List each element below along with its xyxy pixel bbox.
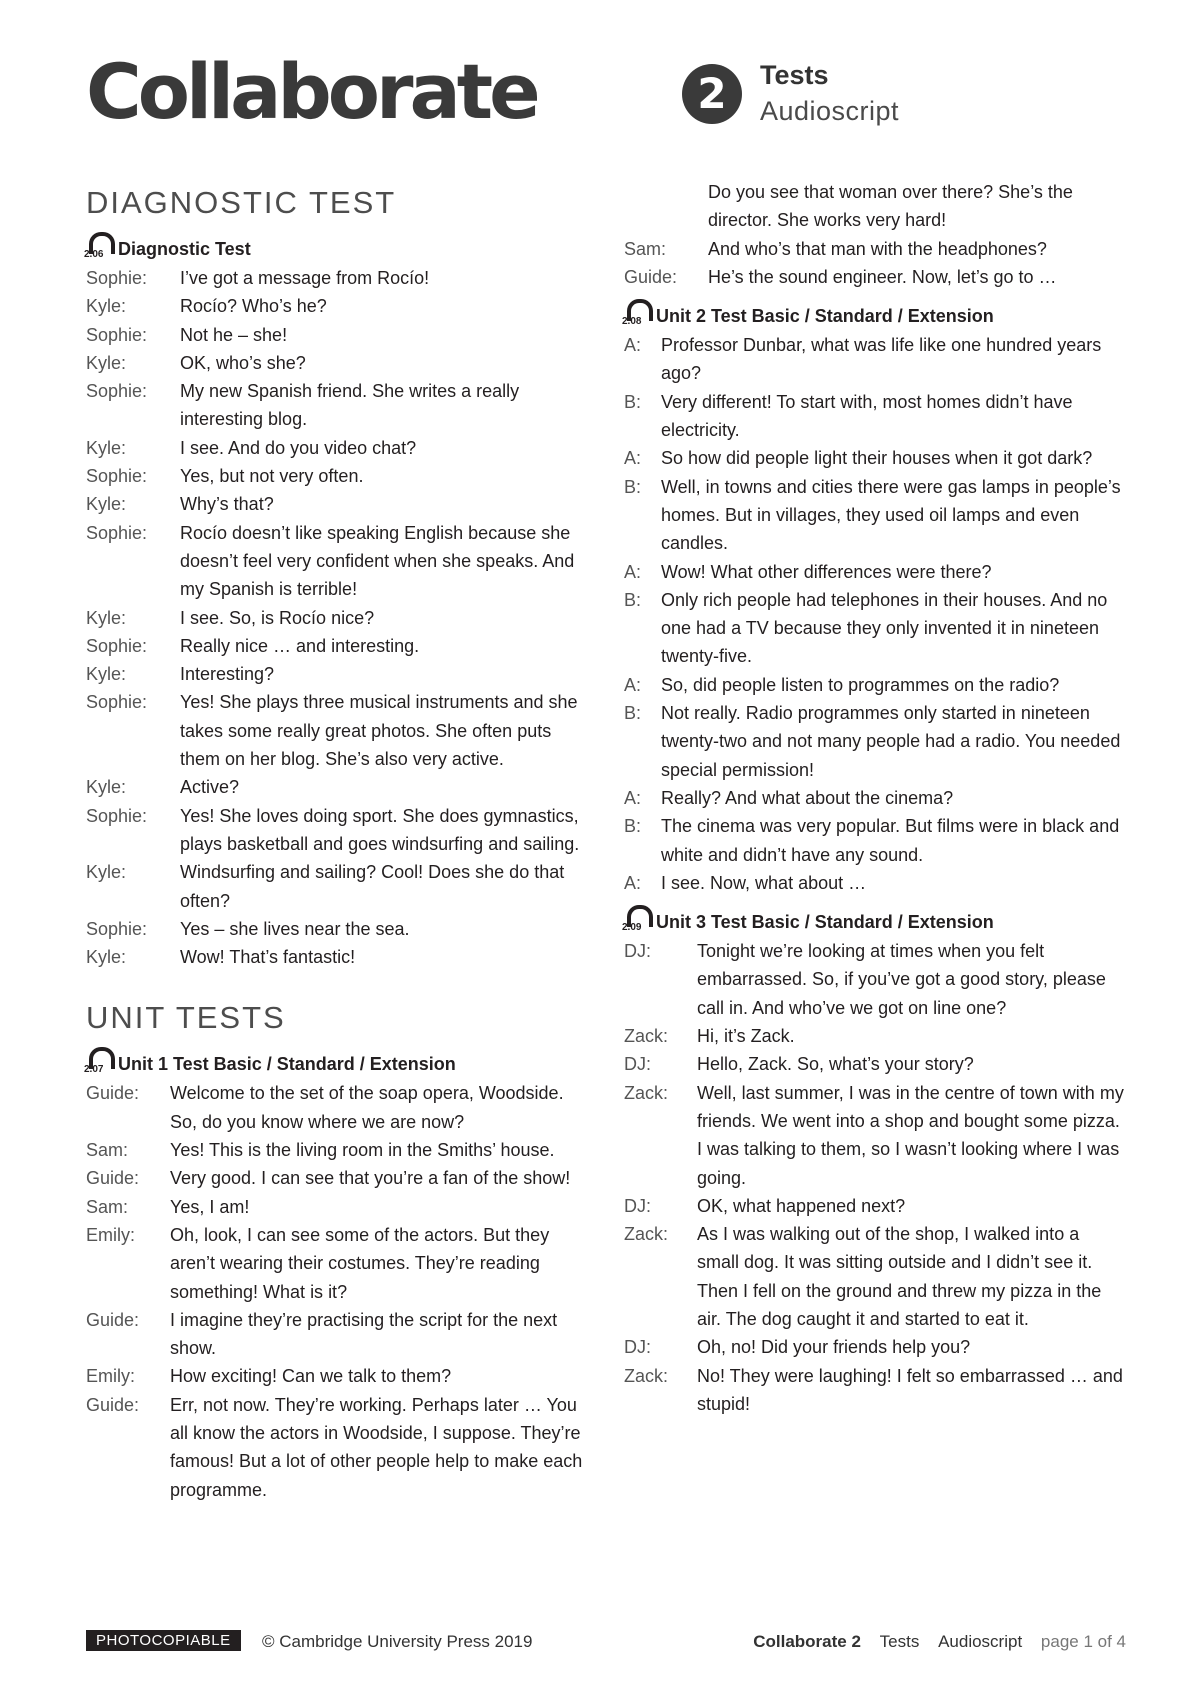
dialogue-line	[86, 490, 586, 518]
dialogue-line	[624, 178, 1124, 235]
speaker-name: Kyle:	[86, 437, 127, 458]
speaker-name: Sophie:	[86, 918, 148, 939]
speaker-name: Guide:	[624, 266, 678, 287]
speaker-name: B:	[624, 391, 642, 412]
speaker-name: Sam:	[86, 1140, 129, 1161]
dialogue-line	[624, 1362, 1124, 1419]
speaker-name: Guide:	[86, 1168, 140, 1189]
speech-text: Well, in towns and cities there were gas lamps in people’s homes. But in villages, they used oil lamps and even candles.	[661, 476, 1121, 554]
speaker-name: Sophie:	[86, 692, 148, 713]
headphones-icon	[624, 299, 650, 327]
speaker-name: Kyle:	[86, 777, 127, 798]
speech-text: Yes! This is the living room in the Smiths’ house.	[170, 1140, 555, 1161]
speaker-name	[624, 178, 708, 235]
speaker-name: A:	[624, 787, 642, 808]
speaker-name: B:	[624, 703, 642, 724]
dialogue-line	[624, 1220, 1124, 1333]
speaker-name: Zack:	[624, 1365, 669, 1386]
speaker-name: Sophie:	[86, 635, 148, 656]
speech-text: Well, last summer, I was in the centre of town with my friends. We went into a shop and bought some pizza. I was talking to them, so I wasn’t looking where I was going.	[697, 1082, 1124, 1188]
speech-text: Yes, I am!	[170, 1196, 250, 1217]
speaker-name: Kyle:	[86, 494, 127, 515]
track-title: Unit 1 Test Basic / Standard / Extension	[118, 1054, 456, 1075]
speech-text: My new Spanish friend. She writes a really interesting blog.	[180, 381, 520, 430]
speaker-name: Guide:	[86, 1083, 140, 1104]
speaker-name: Sophie:	[86, 805, 148, 826]
dialogue-line	[86, 1193, 586, 1221]
doc-subtitle: Audioscript	[760, 96, 900, 126]
dialogue-line	[86, 434, 586, 462]
speaker-name: Sophie:	[86, 522, 148, 543]
dialogue-line	[624, 388, 1124, 445]
speech-text: Tonight we’re looking at times when you felt embarrassed. So, if you’ve got a good story, please call in. And who’ve we got on line one?	[697, 941, 1106, 1018]
speaker-name: Zack:	[624, 1224, 669, 1245]
dialogue-line	[624, 473, 1124, 558]
speech-text: Yes! She loves doing sport. She does gymnastics, plays basketball and goes windsurfing and sailing.	[180, 805, 580, 854]
speech-text: Yes – she lives near the sea.	[180, 918, 410, 939]
speech-text: Hi, it’s Zack.	[697, 1026, 795, 1047]
speech-text: I see. And do you video chat?	[180, 437, 417, 458]
dialogue-line	[624, 558, 1124, 586]
speech-text: As I was walking out of the shop, I walked into a small dog. It was sitting outside and I didn’t see it. Then I fell on the ground and threw my pizza in the air. The dog caught it and started to eat it.	[697, 1224, 1102, 1329]
speech-text: Professor Dunbar, what was life like one hundred years ago?	[661, 335, 1102, 384]
speech-text: I’ve got a message from Rocío!	[180, 268, 430, 288]
dialogue-line	[624, 937, 1124, 1022]
dialogue-line	[624, 1022, 1124, 1050]
track-number: 2.08	[622, 316, 642, 328]
footer-doc-subtitle: Audioscript	[938, 1632, 1023, 1651]
dialogue-line	[624, 1079, 1124, 1192]
speech-text: Do you see that woman over there? She’s the director. She works very hard!	[708, 182, 1073, 231]
speech-text: OK, what happened next?	[697, 1195, 906, 1216]
speaker-name: Zack:	[624, 1082, 669, 1103]
speech-text: I imagine they’re practising the script for the next show.	[170, 1309, 558, 1359]
dialogue-line	[86, 802, 586, 859]
track-heading	[86, 1047, 586, 1075]
dialogue-line	[86, 349, 586, 377]
speaker-name: Emily:	[86, 1224, 135, 1245]
page-header	[86, 47, 1116, 136]
speech-text: Welcome to the set of the soap opera, Woodside. So, do you know where we are now?	[170, 1083, 564, 1132]
dialogue	[624, 178, 1124, 291]
speech-text: Rocío? Who’s he?	[180, 296, 327, 317]
speech-text: Err, not now. They’re working. Perhaps later … You all know the actors in Woodside, I suppose. They’re famous! But a lot of other people help to make each programme.	[170, 1394, 583, 1500]
photocopiable-badge: PHOTOCOPIABLE	[86, 1630, 241, 1651]
track-number: 2.07	[84, 1064, 104, 1076]
dialogue	[86, 1079, 586, 1503]
speaker-name: A:	[624, 872, 642, 893]
headphones-icon	[624, 905, 650, 933]
dialogue-line	[86, 943, 586, 971]
speaker-name: Sam:	[86, 1196, 129, 1217]
track-title: Unit 3 Test Basic / Standard / Extension	[656, 912, 994, 933]
speech-text: Yes, but not very often.	[180, 466, 364, 487]
speaker-name: Sophie:	[86, 268, 148, 288]
speech-text: Yes! She plays three musical instruments and she takes some really great photos. She often puts them on her blog. She’s also very active.	[180, 692, 578, 770]
speaker-name: Emily:	[86, 1366, 135, 1387]
speaker-name: Kyle:	[86, 947, 127, 968]
dialogue-line	[624, 331, 1124, 388]
speech-text: Not really. Radio programmes only started in nineteen twenty-two and not many people had a radio. You needed special permission!	[661, 703, 1121, 780]
speech-text: Hello, Zack. So, what’s your story?	[697, 1054, 974, 1075]
dialogue-line	[624, 263, 1124, 291]
speech-text: And who’s that man with the headphones?	[708, 238, 1047, 259]
page-number: page 1 of 4	[1040, 1632, 1126, 1651]
dialogue-line	[624, 586, 1124, 671]
dialogue-line	[624, 671, 1124, 699]
dialogue-line	[86, 632, 586, 660]
dialogue-line	[86, 292, 586, 320]
dialogue-line	[624, 812, 1124, 869]
dialogue-line	[624, 784, 1124, 812]
dialogue-line	[86, 915, 586, 943]
speaker-name: B:	[624, 476, 642, 497]
speech-text: Wow! That’s fantastic!	[180, 947, 356, 968]
speech-text: Why’s that?	[180, 494, 274, 515]
dialogue	[624, 331, 1124, 897]
speech-text: Active?	[180, 777, 240, 798]
speaker-name: Sophie:	[86, 324, 148, 345]
dialogue-line	[624, 235, 1124, 263]
speech-text: How exciting! Can we talk to them?	[170, 1366, 452, 1387]
dialogue-line	[624, 869, 1124, 897]
dialogue-line	[86, 604, 586, 632]
diagnostic-heading: DIAGNOSTIC TEST	[86, 185, 397, 220]
copyright: © Cambridge University Press 2019	[262, 1632, 533, 1651]
track-heading	[624, 299, 1124, 327]
speech-text: No! They were laughing! I felt so embarrassed … and stupid!	[697, 1365, 1123, 1414]
dialogue-line	[86, 1362, 586, 1390]
dialogue-line	[86, 773, 586, 801]
series-name: Collaborate 2	[753, 1632, 861, 1651]
speaker-name: A:	[624, 561, 642, 582]
speech-text: OK, who’s she?	[180, 352, 306, 373]
dialogue-line	[86, 660, 586, 688]
dialogue-line	[86, 377, 586, 434]
page-footer	[86, 1630, 1126, 1656]
track-number: 2.09	[622, 922, 642, 934]
speaker-name: Guide:	[86, 1394, 140, 1415]
doc-type: Tests	[760, 60, 829, 90]
dialogue	[624, 937, 1124, 1418]
speech-text: Windsurfing and sailing? Cool! Does she do that often?	[180, 862, 565, 911]
unit-tests-heading: UNIT TESTS	[86, 1000, 286, 1036]
level-badge: 2	[682, 64, 742, 124]
speaker-name: Sophie:	[86, 381, 148, 402]
track-title: Diagnostic Test	[118, 239, 251, 259]
speech-text: Really? And what about the cinema?	[661, 787, 954, 808]
dialogue-line	[86, 321, 586, 349]
speaker-name: Kyle:	[86, 352, 127, 373]
speech-text: He’s the sound engineer. Now, let’s go to …	[708, 266, 1057, 287]
speaker-name: B:	[624, 589, 642, 610]
footer-doc-type: Tests	[879, 1632, 920, 1651]
speaker-name: Kyle:	[86, 296, 127, 317]
speech-text: Not he – she!	[180, 324, 288, 345]
speech-text: Oh, look, I can see some of the actors. But they aren’t wearing their costumes. They’re reading something! What is it?	[170, 1224, 550, 1302]
speaker-name: DJ:	[624, 1054, 651, 1075]
dialogue-line	[86, 519, 586, 604]
speaker-name: A:	[624, 674, 642, 695]
dialogue-line	[624, 1333, 1124, 1361]
speaker-name: Sam:	[624, 238, 667, 259]
dialogue-line	[624, 444, 1124, 472]
dialogue-line	[624, 699, 1124, 784]
track-number: 2.06	[84, 249, 104, 260]
speech-text: Oh, no! Did your friends help you?	[697, 1337, 971, 1358]
speech-text: The cinema was very popular. But films were in black and white and didn’t have any sound.	[661, 816, 1120, 865]
dialogue-line	[86, 1164, 586, 1192]
collaborate-logo: Collaborate	[86, 47, 537, 136]
speaker-name: Kyle:	[86, 607, 127, 628]
speaker-name: Kyle:	[86, 862, 127, 883]
dialogue-line	[86, 1136, 586, 1164]
track-title: Unit 2 Test Basic / Standard / Extension	[656, 306, 994, 327]
speech-text: Very good. I can see that you’re a fan of the show!	[170, 1168, 571, 1189]
dialogue-line	[86, 264, 586, 292]
speech-text: Very different! To start with, most homes didn’t have electricity.	[661, 391, 1073, 441]
speaker-name: Sophie:	[86, 466, 148, 487]
speaker-name: DJ:	[624, 941, 651, 962]
dialogue-line	[86, 462, 586, 490]
dialogue-line	[86, 1306, 586, 1363]
dialogue	[86, 264, 586, 971]
dialogue-line	[86, 688, 586, 773]
speech-text: I see. So, is Rocío nice?	[180, 607, 375, 628]
right-column	[624, 178, 1124, 1418]
speaker-name: A:	[624, 448, 642, 469]
speech-text: Only rich people had telephones in their houses. And no one had a TV because they only invented it in nineteen twenty-five.	[661, 589, 1108, 667]
speaker-name: Kyle:	[86, 664, 127, 685]
speech-text: I see. Now, what about …	[661, 872, 867, 893]
speaker-name: Guide:	[86, 1309, 140, 1330]
track-heading	[86, 232, 586, 260]
speech-text: Interesting?	[180, 664, 275, 685]
speaker-name: DJ:	[624, 1195, 651, 1216]
speaker-name: B:	[624, 816, 642, 837]
speech-text: So how did people light their houses when it got dark?	[661, 448, 1093, 469]
left-column	[86, 186, 586, 1504]
speaker-name: DJ:	[624, 1337, 651, 1358]
speech-text: Really nice … and interesting.	[180, 635, 420, 656]
speech-text: So, did people listen to programmes on the radio?	[661, 674, 1060, 695]
track-heading	[624, 905, 1124, 933]
headphones-icon	[86, 1047, 112, 1075]
speaker-name: A:	[624, 335, 642, 356]
speech-text: Wow! What other differences were there?	[661, 561, 992, 582]
dialogue-line	[86, 1079, 586, 1136]
dialogue-line	[86, 1391, 586, 1504]
dialogue-line	[624, 1050, 1124, 1078]
footer-info	[739, 1632, 1126, 1652]
speech-text: Rocío doesn’t like speaking English because she doesn’t feel very confident when she speaks. And my Spanish is terrible!	[180, 522, 575, 600]
dialogue-line	[86, 1221, 586, 1306]
dialogue-line	[86, 858, 586, 915]
dialogue-line	[624, 1192, 1124, 1220]
headphones-icon	[86, 232, 112, 260]
speaker-name: Zack:	[624, 1026, 669, 1047]
